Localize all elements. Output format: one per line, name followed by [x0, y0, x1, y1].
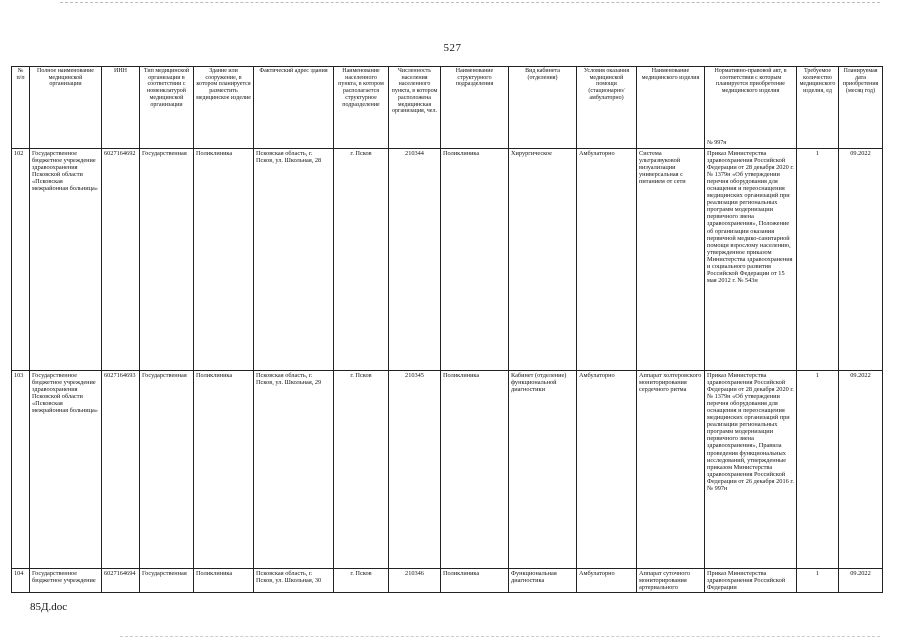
building: Поликлиника	[194, 149, 254, 371]
legal-act: Приказ Министерства здравоохранения Российской Федерации от 28 декабря 2020 г. № 1379н «Об утверждении перечня оборудования для оснащения и переоснащения медицинских организаций при реализации региональных программ модернизации первичного звена здравоохранения», Правила проведения функциональных исследований, утвержденные приказом Министерства здравоохранения Российской Федерации от 26 декабря 2016 г. № 997н	[705, 371, 797, 569]
row-number: 103	[12, 371, 30, 569]
structural-unit: Поликлиника	[441, 149, 509, 371]
org-type: Государственная	[140, 371, 194, 569]
address: Псковская область, г. Псков, ул. Школьная, 30	[254, 569, 334, 593]
header-org: Полное наименование медицинской организации	[30, 67, 102, 149]
address: Псковская область, г. Псков, ул. Школьная, 29	[254, 371, 334, 569]
header-locality: Наименование населенного пункта, в котором располагается структурное подразделение	[334, 67, 389, 149]
equipment-registry-table	[11, 66, 883, 593]
building: Поликлиника	[194, 371, 254, 569]
header-legal-act-label: Нормативно-правовой акт, в соответствии с которым планируется приобретение медицинского изделия	[714, 68, 787, 95]
inn: 6027164692	[102, 149, 140, 371]
locality: г. Псков	[334, 149, 389, 371]
org-name: Государственное бюджетное учреждение здравоохранения Псковской области «Псковская межрайонная больница»	[30, 371, 102, 569]
care-conditions: Амбулаторно	[577, 569, 637, 593]
row-number: 104	[12, 569, 30, 593]
purchase-date: 09.2022	[839, 371, 883, 569]
scan-edge-bottom	[120, 636, 880, 637]
header-building: Здание или сооружение, в котором планируется разместить медицинское изделие	[194, 67, 254, 149]
device-name: Аппарат суточного мониторирования артериального	[637, 569, 705, 593]
header-unit: Наименование структурного подразделения	[441, 67, 509, 149]
header-device: Наименование медицинского изделия	[637, 67, 705, 149]
care-conditions: Амбулаторно	[577, 149, 637, 371]
header-legal-act-continuation: № 997н	[707, 140, 727, 147]
header-date: Планируемая дата приобретения (месяц год)	[839, 67, 883, 149]
address: Псковская область, г. Псков, ул. Школьная, 28	[254, 149, 334, 371]
table-header-row	[12, 67, 883, 149]
quantity: 1	[797, 569, 839, 593]
table-row	[12, 569, 883, 593]
table-row	[12, 371, 883, 569]
legal-act: Приказ Министерства здравоохранения Российской Федерации от 28 декабря 2020 г. № 1379н «Об утверждении перечня оборудования для оснащения и переоснащения медицинских организаций при реализации региональных программ модернизации первичного звена здравоохранения», Положение об организации оказания первичной медико-санитарной помощи взрослому населению, утвержденное приказом Министерства здравоохранения и социального развития Российской Федерации от 15 мая 2012 г. № 543н	[705, 149, 797, 371]
cabinet-type: Хирургическое	[509, 149, 577, 371]
population: 210345	[389, 371, 441, 569]
header-population: Численность населения населенного пункта, в котором расположена медицинская организация, чел.	[389, 67, 441, 149]
header-address: Фактический адрес здания	[254, 67, 334, 149]
structural-unit: Поликлиника	[441, 569, 509, 593]
structural-unit: Поликлиника	[441, 371, 509, 569]
inn: 6027164694	[102, 569, 140, 593]
header-inn: ИНН	[102, 67, 140, 149]
header-conditions: Условия оказания медицинской помощи (стационарно/ амбулаторно)	[577, 67, 637, 149]
org-name: Государственное бюджетное учреждение	[30, 569, 102, 593]
locality: г. Псков	[334, 371, 389, 569]
header-quantity: Требуемое количество медицинского изделия, ед	[797, 67, 839, 149]
header-type: Тип медицинской организации в соответствии с номенклатурой медицинской организации	[140, 67, 194, 149]
purchase-date: 09.2022	[839, 569, 883, 593]
purchase-date: 09.2022	[839, 149, 883, 371]
header-legal-act	[705, 67, 797, 149]
page-number: 527	[443, 42, 462, 54]
cabinet-type: Кабинет (отделение) функциональной диагностики	[509, 371, 577, 569]
quantity: 1	[797, 149, 839, 371]
legal-act: Приказ Министерства здравоохранения Российской Федерации	[705, 569, 797, 593]
inn: 6027164693	[102, 371, 140, 569]
population: 210346	[389, 569, 441, 593]
header-num: № п/п	[12, 67, 30, 149]
cabinet-type: Функциональная диагностика	[509, 569, 577, 593]
scan-edge-top	[60, 2, 880, 3]
locality: г. Псков	[334, 569, 389, 593]
building: Поликлиника	[194, 569, 254, 593]
population: 210344	[389, 149, 441, 371]
org-type: Государственная	[140, 149, 194, 371]
org-type: Государственная	[140, 569, 194, 593]
device-name: Система ультразвуковой визуализации универсальная с питанием от сети	[637, 149, 705, 371]
row-number: 102	[12, 149, 30, 371]
care-conditions: Амбулаторно	[577, 371, 637, 569]
footer-file-name: 85Д.doc	[30, 601, 68, 613]
header-cabinet: Вид кабинета (отделения)	[509, 67, 577, 149]
table-row	[12, 149, 883, 371]
device-name: Аппарат холтеровского мониторирования сердечного ритма	[637, 371, 705, 569]
quantity: 1	[797, 371, 839, 569]
org-name: Государственное бюджетное учреждение здравоохранения Псковской области «Псковская межрайонная больница»	[30, 149, 102, 371]
